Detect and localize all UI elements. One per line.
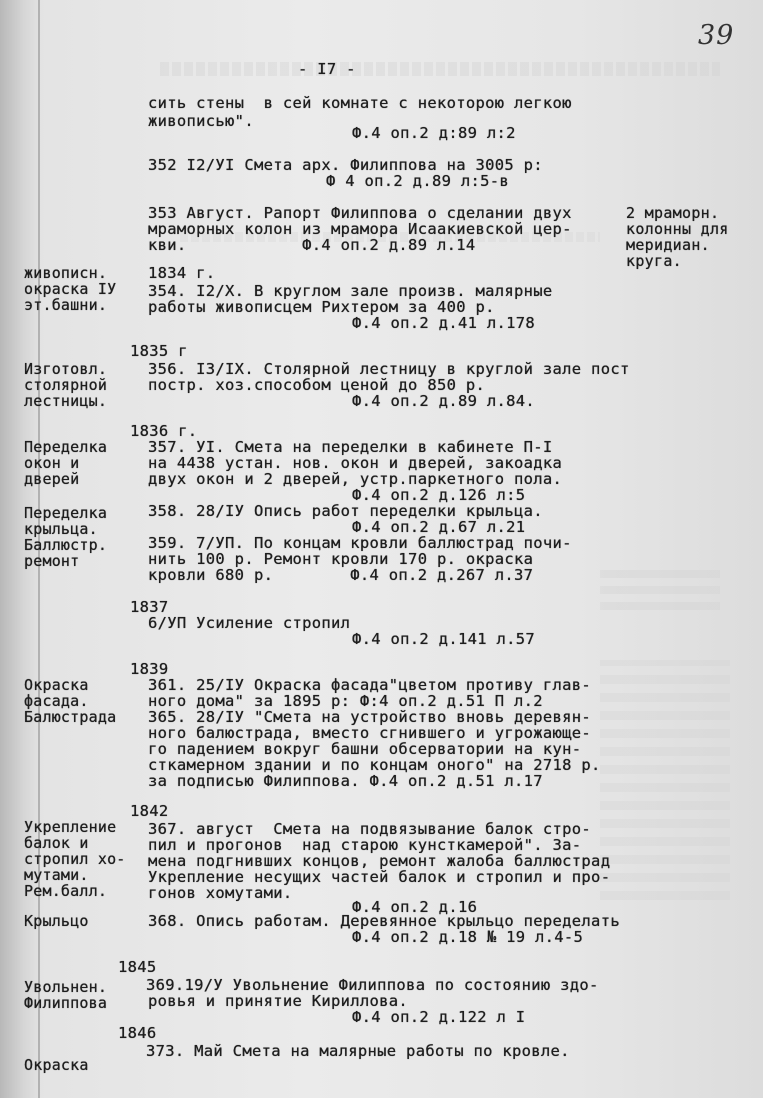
entry-line: 358. 28/IУ Опись работ переделки крыльца. — [148, 502, 543, 520]
margin-note-left: эт.башни. — [24, 296, 108, 314]
margin-note-left: Окраска — [24, 1056, 89, 1074]
entry-line: мраморных колон из мрамора Исаакиевской цер- — [148, 220, 572, 238]
margin-note-left: мутами. — [24, 866, 89, 884]
entry-line: 353 Август. Рапорт Филиппова о сделании двух — [148, 204, 572, 222]
year-heading: 1837 — [130, 598, 169, 616]
archive-reference: Ф.4 оп.2 д.141 л.57 — [352, 630, 536, 648]
bleed-through-texture — [600, 570, 720, 610]
bleed-through-texture — [160, 62, 720, 76]
margin-note-left: Баллюстр. — [24, 536, 108, 554]
margin-note-left: Изготовл. — [24, 360, 108, 378]
margin-note-left: крыльца. — [24, 520, 98, 538]
entry-line: постр. хоз.способом ценой до 850 р. — [148, 376, 486, 394]
archive-reference: Ф.4 оп.2 д.18 № 19 л.4-5 — [352, 928, 584, 946]
entry-line: го падением вокруг башни обсерватории на кун- — [148, 740, 582, 758]
entry-line: кви. Ф.4 оп.2 д.89 л.14 — [148, 236, 476, 254]
entry-line: 367. август Смета на подвязывание балок стро- — [148, 820, 592, 838]
entry-line: 373. Май Смета на малярные работы по кровле. — [146, 1042, 570, 1060]
page-number: - I7 - — [298, 60, 356, 78]
archive-reference: Ф.4 оп.2 д.126 л:5 — [352, 486, 526, 504]
margin-note-left: живописн. — [24, 264, 108, 282]
archive-reference: Ф.4 оп.2 д.41 л.178 — [352, 314, 536, 332]
entry-line: на 4438 устан. нов. окон и дверей, закоадка — [148, 454, 563, 472]
entry-line: 356. I3/IX. Столярной лестницу в круглой зале пост — [148, 360, 630, 378]
sheet-number: 39 — [698, 20, 735, 51]
entry-line: 357. УI. Смета на переделки в кабинете П-I — [148, 438, 553, 456]
archive-reference: Ф.4 оп.2 д.122 л I — [352, 1008, 526, 1026]
year-heading: 1835 г — [130, 342, 188, 360]
margin-note-left: Увольнен. — [24, 978, 108, 996]
margin-note-left: окраска IУ — [24, 280, 117, 298]
archive-reference: Ф.4 оп.2 д.67 л.21 — [352, 518, 526, 536]
year-heading: 1834 г. — [148, 264, 216, 282]
entry-line: 369.19/У Увольнение Филиппова по состоянию здо- — [146, 976, 599, 994]
margin-note-right: 2 мраморн. — [626, 204, 720, 222]
margin-note-left: Переделка — [24, 504, 108, 522]
year-heading: 1846 — [118, 1024, 157, 1042]
archive-reference: Ф.4 оп.2 д:89 л:2 — [352, 124, 516, 142]
entry-line: ного дома" за 1895 р: Ф:4 оп.2 д.51 П л.2 — [148, 692, 543, 710]
intro-line: сить стены в сей комнате с некоторою легкою — [148, 94, 572, 112]
margin-note-left: лестницы. — [24, 392, 108, 410]
entry-line: 359. 7/УП. По концам кровли баллюстрад почи- — [148, 534, 572, 552]
margin-note-right: меридиан. — [626, 236, 710, 254]
margin-note-left: окон и — [24, 454, 80, 472]
bleed-through-texture — [600, 660, 730, 900]
margin-note-left: столярной — [24, 376, 108, 394]
entry-line: ного балюстрада, вместо сгнившего и угрожающе- — [148, 724, 592, 742]
margin-note-left: дверей — [24, 470, 80, 488]
year-heading: 1842 — [130, 802, 169, 820]
entry-line: 352 I2/УI Смета арх. Филиппова на 3005 р: — [148, 156, 543, 174]
entry-line: работы живописцем Рихтером за 400 р. — [148, 298, 495, 316]
entry-line: кровли 680 р. Ф.4 оп.2 д.267 л.37 — [148, 566, 534, 584]
entry-line: нить 100 р. Ремонт кровли 170 р. окраска — [148, 550, 534, 568]
margin-note-left: балок и — [24, 834, 89, 852]
entry-line: двух окон и 2 дверей, устр.паркетного пола. — [148, 470, 563, 488]
margin-note-left: Укрепление — [24, 818, 117, 836]
entry-line: гонов хомутами. — [148, 884, 293, 902]
year-heading: 1836 г. — [130, 422, 198, 440]
margin-note-left: Балюстрада — [24, 708, 117, 726]
entry-line: ровья и принятие Кириллова. — [148, 992, 409, 1010]
archive-reference: Ф 4 оп.2 д.89 л:5-в — [326, 172, 510, 190]
margin-note-right: круга. — [626, 252, 682, 270]
intro-line: живописью". — [148, 112, 254, 130]
margin-note-left: Филиппова — [24, 994, 108, 1012]
entry-line: пил и прогонов над старою кунсткамерой". За- — [148, 836, 582, 854]
entry-line: сткамерном здании и по концам оного" на 2718 р. — [148, 756, 601, 774]
entry-line: 365. 28/IУ "Смета на устройство вновь деревян- — [148, 708, 592, 726]
margin-note-left: Переделка — [24, 438, 108, 456]
entry-line: 368. Опись работам. Деревянное крыльцо переделать — [148, 912, 620, 930]
year-heading: 1845 — [118, 958, 157, 976]
entry-line: Укрепление несущих частей балок и стропил и про- — [148, 868, 611, 886]
margin-note-left: фасада. — [24, 692, 89, 710]
entry-line: за подписью Филиппова. Ф.4 оп.2 д.51 л.17 — [148, 772, 543, 790]
margin-note-left: ремонт — [24, 552, 80, 570]
margin-note-left: Крыльцо — [24, 912, 89, 930]
entry-line: 354. I2/X. В круглом зале произв. малярные — [148, 282, 553, 300]
entry-line: 361. 25/IУ Окраска фасада"цветом противу глав- — [148, 676, 592, 694]
entry-line: мена подгнивших концов, ремонт жалоба баллюстрад — [148, 852, 611, 870]
archive-reference: Ф.4 оп.2 д.16 — [352, 898, 478, 916]
entry-line: 6/УП Усиление стропил — [148, 614, 351, 632]
margin-note-left: Рем.балл. — [24, 882, 108, 900]
archive-reference: Ф.4 оп.2 д.89 л.84. — [352, 392, 536, 410]
margin-note-right: колонны для — [626, 220, 729, 238]
margin-note-left: Окраска — [24, 676, 89, 694]
margin-note-left: стропил хо- — [24, 850, 126, 868]
year-heading: 1839 — [130, 660, 169, 678]
